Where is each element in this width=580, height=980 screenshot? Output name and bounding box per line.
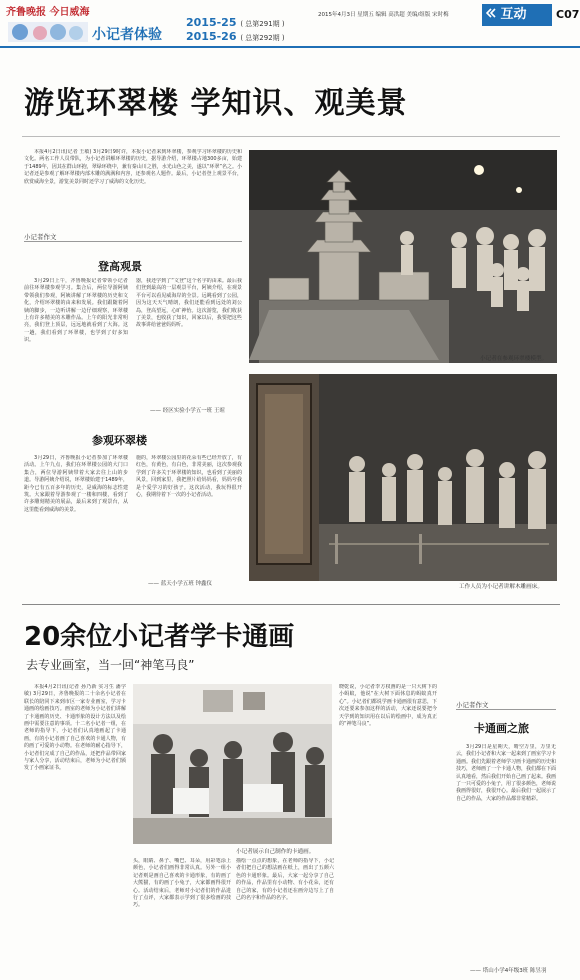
story1-lead: 本报4月2日讯(记者 王敏) 3月29日9时许，本报小记者来到环翠楼，参观学习环翠楼的历史和文化。两名工作人员带队，为小记者讲解环翠楼的历史，据导游介绍，环翠楼占地300多亩，始建于1489年，因其在群山环抱，翠绿环绕中，兼有秦山川之胜，水光山色之美，遂以“环翠”名之。小记者还是参观了解环翠楼内部木雕的满满和内容，还参观名人题作。最后，小记者登上观景平台，欣赏威海全景，游览美景同时还学习了威海的文化历史。 <box>24 149 242 185</box>
story2-essay-title: 卡通画之旅 <box>474 722 529 735</box>
column-title: 小记者体验 <box>92 27 162 43</box>
story1-essay1b: 器，我还学到了“文登”这个名字的由来。最后我们登到最高的一层观景平台，阿姨介绍，在观景平台可以看见威海岸的全景。远眺看到了公园，因为这天天气晴朗，我们还能看到远处的刘公岛，登高望远，心旷神怡。这次游览，我们收获了美景，也收获了知识，回家以后，我要把这些故事讲给爸爸妈妈听。 <box>136 278 242 329</box>
issue-2-number: 2015-26 <box>186 30 237 43</box>
photo-carved-bed <box>249 374 557 581</box>
double-chevron-icon <box>486 4 496 26</box>
story1-byline1: —— 经区实验小学五一班 王暄 <box>150 408 225 414</box>
story2-essay: 3月29日是星期天，晴空万里，万里无云，我们小记者和大家一起来到了画室学习卡通画。我们先跟着老师学习画卡通画的历史和技巧，老师画了一个卡通人物，我们都在下面认真地看，然后我们开始自己画了起来。我画了一只可爱的小兔子，用了很多颜色，老师说我画得很好，我很开心。最后我们一起展示了自己的作品，大家的作品都非常精彩。 <box>456 744 556 802</box>
story2-subtitle: 去专业画室，当一回“神笔马良” <box>26 658 195 672</box>
issue-1 <box>186 16 285 29</box>
story1-tag: 小记者作文 <box>24 232 242 242</box>
story1-byline2: —— 蓝天小学五班 钟鑫仪 <box>148 581 212 587</box>
story2-col1: 本报4月2日讯(记者 孙乃新 实习生 潘学敏) 3月29日，齐鲁晚报的二十余名小记者在联长的陪同下来到市区一家专业画室，学习卡通画的绘画技巧。画室的老师为小记者们讲解了卡通画的历史、卡通形象的设计方法以及绘画中需要注意的事项。十二名小记者一组，在老师的指导下，小记者们认真地画起了卡通画，有的小记者画了自己喜欢的卡通人物，有的画了可爱的小动物。在老师的耐心指导下，小记者们完成了自己的作品，还把作品带回家与家人分享，活动结束后，老师为小记者们颁发了小画家证书。 <box>24 684 126 772</box>
story1-sub1: 登高观景 <box>98 260 142 273</box>
section-label <box>482 4 552 26</box>
issue-2-total: ( 总第292期 ) <box>240 34 285 42</box>
story2-tag: 小记者作文 <box>456 700 556 710</box>
story2-col2: 头，眼睛、鼻子、嘴巴、耳朵，用彩笔涂上颜色，小记者们画得非常认真。另外一组小记者则是画自己喜欢的卡通形象，有的画了大熊猫，有的画了小兔子，大家都画得很开心。活动结束后，老师对小记者们的作品进行了点评，大家都表示学到了很多绘画的技巧。 <box>133 858 231 909</box>
photo3-caption: 小记者展示自己制作的卡通画。 <box>236 849 315 855</box>
masthead-illustration <box>8 22 88 42</box>
story1-essay2a: 3月29日，齐鲁晚报小记者参加了环翠楼活动。上午九点，我们在环翠楼公园的大门口集合，两位导游阿姨带着大家去往上山的步道。导游阿姨介绍说，环翠楼始建于1489年，距今已有五百多年的历史，是威海的标志性建筑。大家跟着导游参观了一楼和四楼，看到了许多雕刻精美的展品，最后来到了观景台，从这里能看到威海的美景。 <box>24 455 128 513</box>
issue-1-number: 2015-25 <box>186 16 237 29</box>
story1-headline: 游览环翠楼 学知识、观美景 <box>24 86 408 121</box>
story2-headline: 20余位小记者学卡通画 <box>24 622 295 652</box>
photo2-caption: 工作人员为小记者讲解木雕画床。 <box>459 584 543 590</box>
page-number: C07 <box>556 8 580 21</box>
photo-cartoon-drawings <box>133 684 332 844</box>
issue-2 <box>186 30 285 43</box>
story1-essay1a: 3月29日上午，齐鲁晚报记者带领小记者前往环翠楼参观学习。集合后，两位导游阿姨带领我们参观，阿姨讲解了环翠楼的历史和文化，介绍环翠楼的由来和发展。我们跟随着阿姨的脚步，一边听讲解一边仔细观察，环翠楼上有许多精美的木雕作品。上午的阳光非常明亮，我们登上顶层，远远地就看到了大海。这一趟，我们看到了环翠楼，也学到了好多知识。 <box>24 278 128 344</box>
story2-byline: —— 塔山小学4年级3班 陈昱羽 <box>470 968 547 974</box>
section-name: 互动 <box>500 7 527 22</box>
photo-pavilion-model <box>249 150 557 363</box>
story1-essay2b: 施的，环翠楼公园里的花朵有些已经开放了，有红色，有黄色，有白色，非常美丽，这次参观我学到了许多关于环翠楼的知识，也看到了美丽的风景，回到家里，我把照片给妈妈看，妈妈夸我是个爱学习的好孩子。这次活动，我玩得很开心，我期待着下一次的小记者活动。 <box>136 455 242 499</box>
story2-col3: 描绘一点点的想象，在老师的指导下，小记者们把自己的想法画在纸上，画出了五颜六色的卡通形象。最后，大家一起分享了自己的作品，作品里有小动物、有小花朵，还有自己的家，有的小记者还在画旁边写上了自己的名字和作品的名字。 <box>236 858 334 902</box>
issue-1-total: ( 总第291期 ) <box>240 20 285 28</box>
page-meta: 2015年4月3日 星期五 编辑 高洪超 美编/组版 宋时梅 <box>318 12 449 18</box>
story2-col4: 晓乾说，小记者李方权画的是一只大树下的小蚂蚁，他说“在大树下面休息的蚂蚁真开心”。小记者们都说学画卡通画很有意思，下次还要来参加这样的活动，大家还说要把今天学到的知识用在以后的绘画中，成为真正的“神笔马良”。 <box>339 684 437 728</box>
photo1-caption: 小记者在参观环翠楼模型。 <box>480 356 548 362</box>
masthead-logo: 齐鲁晚报 今日威海 <box>6 7 90 18</box>
header-bar <box>0 0 580 48</box>
story1-sub2: 参观环翠楼 <box>92 434 147 447</box>
